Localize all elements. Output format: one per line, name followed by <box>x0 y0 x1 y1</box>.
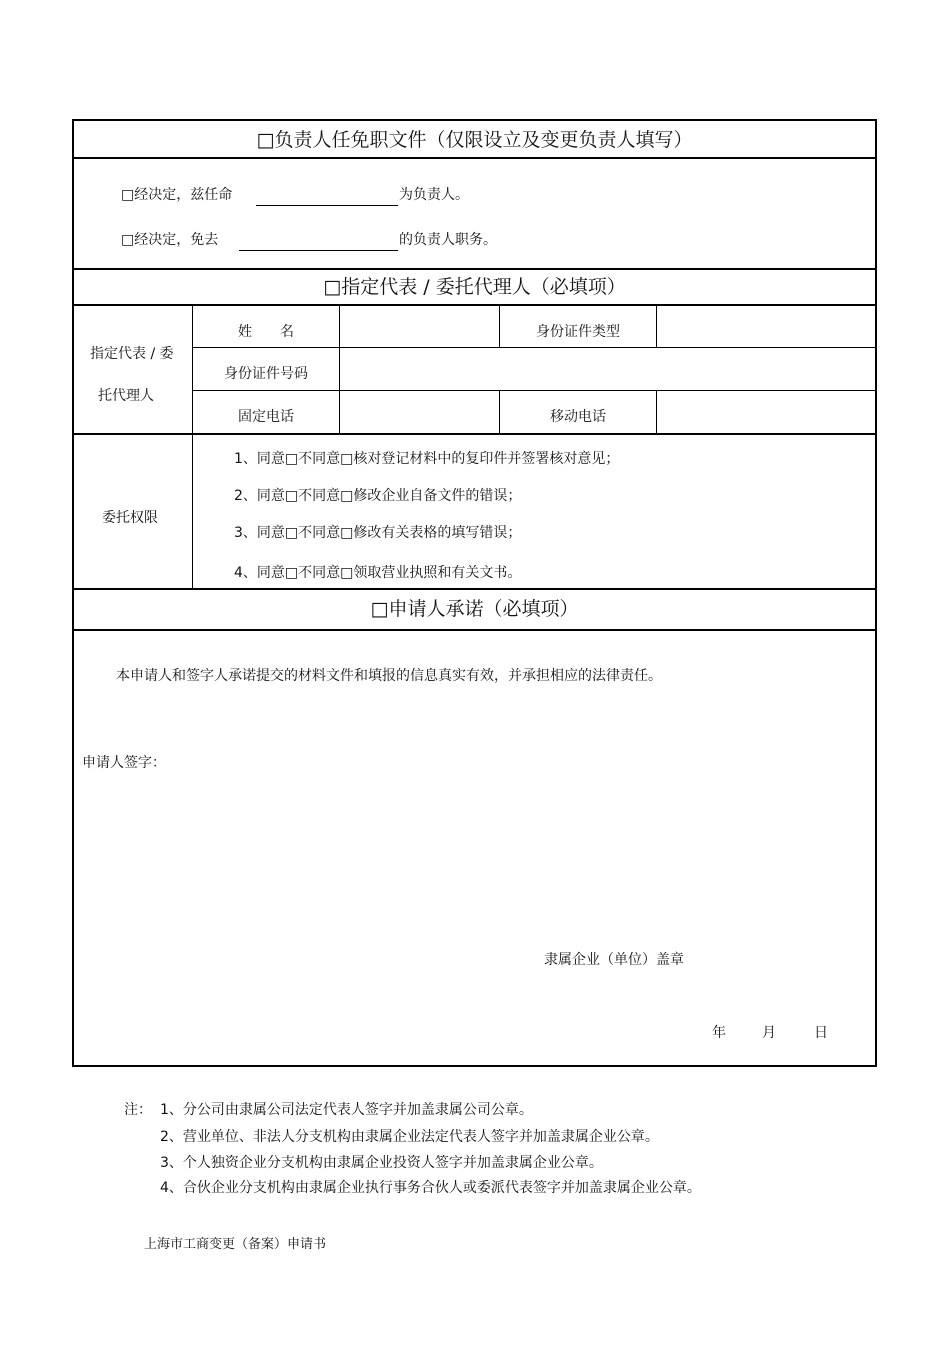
id-type-label: 身份证件类型 <box>536 324 620 340</box>
section2-title: □指定代表 / 委托代理人（必填项） <box>323 276 626 298</box>
id-type-input[interactable] <box>657 305 875 347</box>
commitment-statement: 本申请人和签字人承诺提交的材料文件和填报的信息真实有效，并承担相应的法律责任。 <box>116 668 662 684</box>
authority-item-4[interactable]: 4、同意□不同意□领取营业执照和有关文书。 <box>234 565 522 581</box>
notes-prefix: 注： <box>124 1102 152 1118</box>
note-item-2: 2、营业单位、非法人分支机构由隶属企业法定代表人签字并加盖隶属企业公章。 <box>160 1129 659 1145</box>
application-form <box>72 119 877 1067</box>
mobile-label: 移动电话 <box>550 409 606 425</box>
signature-area[interactable] <box>174 749 474 779</box>
section1-title: □负责人任免职文件（仅限设立及变更负责人填写） <box>256 129 693 151</box>
divider <box>74 588 875 590</box>
appoint-prefix: □经决定，兹任命 <box>121 187 233 203</box>
divider <box>74 268 875 270</box>
divider <box>74 629 875 631</box>
note-item-3: 3、个人独资企业分支机构由隶属企业投资人签字并加盖隶属企业公章。 <box>160 1155 603 1171</box>
name-input[interactable] <box>340 305 499 347</box>
representative-label-line2: 托代理人 <box>98 388 154 404</box>
landline-label: 固定电话 <box>238 409 294 425</box>
authority-item-2[interactable]: 2、同意□不同意□修改企业自备文件的错误； <box>234 488 522 504</box>
name-label: 姓 名 <box>238 324 294 340</box>
landline-input[interactable] <box>340 391 499 433</box>
footer-title: 上海市工商变更（备案）申请书 <box>144 1237 327 1252</box>
date-month: 月 <box>762 1025 776 1041</box>
appoint-suffix: 为负责人。 <box>399 187 469 203</box>
authority-item-1[interactable]: 1、同意□不同意□核对登记材料中的复印件并签署核对意见； <box>234 451 620 467</box>
dismiss-suffix: 的负责人职务。 <box>399 232 497 248</box>
authority-item-3[interactable]: 3、同意□不同意□修改有关表格的填写错误； <box>234 525 522 541</box>
mobile-input[interactable] <box>657 391 875 433</box>
appoint-name-field[interactable] <box>256 205 398 206</box>
note-item-1: 1、分公司由隶属公司法定代表人签字并加盖隶属公司公章。 <box>160 1102 533 1118</box>
signature-label: 申请人签字： <box>82 755 166 771</box>
section3-title: □申请人承诺（必填项） <box>370 598 579 620</box>
date-day: 日 <box>814 1025 828 1041</box>
dismiss-name-field[interactable] <box>239 250 398 251</box>
seal-label: 隶属企业（单位）盖章 <box>544 952 684 968</box>
representative-label-line1: 指定代表 / 委 <box>90 346 174 362</box>
authority-label: 委托权限 <box>102 510 158 526</box>
dismiss-prefix: □经决定，免去 <box>121 232 219 248</box>
date-year: 年 <box>712 1025 726 1041</box>
divider <box>74 157 875 159</box>
id-number-input[interactable] <box>340 348 875 390</box>
divider <box>74 433 875 435</box>
id-number-label: 身份证件号码 <box>224 366 308 382</box>
note-item-4: 4、合伙企业分支机构由隶属企业执行事务合伙人或委派代表签字并加盖隶属企业公章。 <box>160 1180 701 1196</box>
